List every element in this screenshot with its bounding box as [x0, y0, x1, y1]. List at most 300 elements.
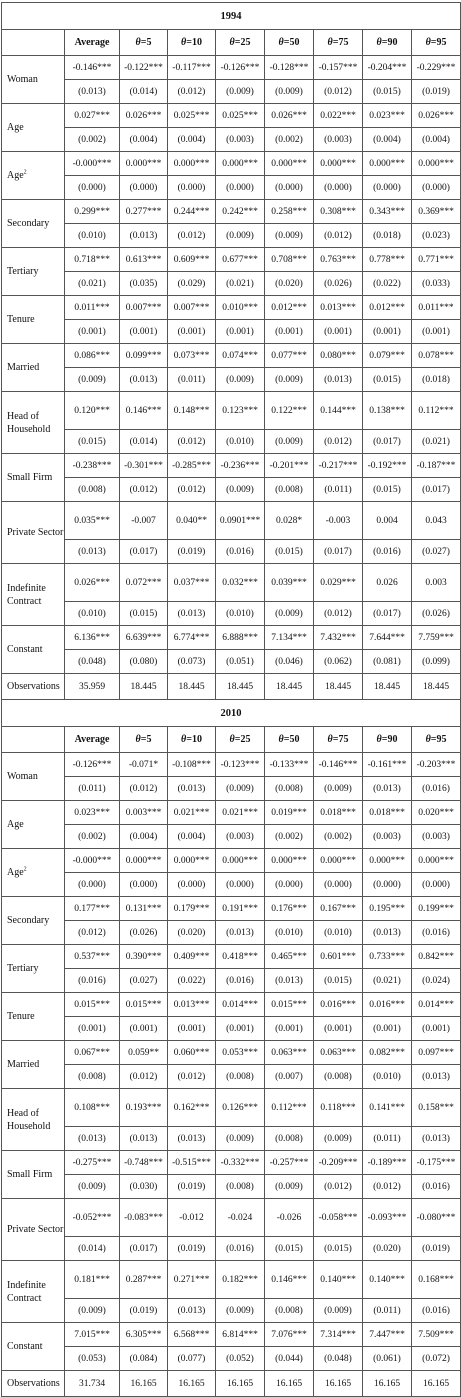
standard-error-cell: (0.016)	[216, 1237, 265, 1261]
standard-error-cell: (0.012)	[168, 80, 216, 104]
coefficient-cell: 7.509***	[412, 1323, 461, 1347]
standard-error-cell: (0.018)	[412, 368, 461, 392]
variable-name: Secondary	[7, 218, 50, 229]
standard-error-cell: (0.029)	[168, 272, 216, 296]
theta-symbol: θ	[376, 734, 382, 745]
coefficient-cell: 0.277***	[120, 200, 168, 224]
variable-name: Small Firm	[7, 1169, 53, 1180]
coefficient-cell: 0.077***	[265, 344, 314, 368]
standard-error-cell: (0.004)	[120, 128, 168, 152]
standard-error-row	[2, 478, 461, 502]
standard-error-cell: (0.015)	[314, 969, 363, 993]
standard-error-cell: (0.000)	[265, 176, 314, 200]
standard-error-cell: (0.019)	[168, 540, 216, 564]
standard-error-row	[2, 1299, 461, 1323]
standard-error-cell: (0.012)	[65, 921, 120, 945]
coefficient-cell: -0.026	[265, 1199, 314, 1237]
theta-symbol: θ	[278, 734, 284, 745]
standard-error-cell: (0.009)	[216, 1127, 265, 1151]
coefficient-cell: 0.177***	[65, 897, 120, 921]
coefficient-cell: 0.148***	[168, 392, 216, 430]
variable-name: Age	[7, 819, 24, 830]
standard-error-cell: (0.000)	[363, 873, 412, 897]
standard-error-cell: (0.021)	[363, 969, 412, 993]
coefficient-cell: -0.128***	[265, 56, 314, 80]
standard-error-row	[2, 128, 461, 152]
coefficient-cell: -0.126***	[216, 56, 265, 80]
standard-error-cell: (0.007)	[265, 1065, 314, 1089]
coefficient-cell: 6.568***	[168, 1323, 216, 1347]
standard-error-cell: (0.012)	[168, 478, 216, 502]
coefficient-cell: 0.112***	[412, 392, 461, 430]
standard-error-cell: (0.009)	[265, 602, 314, 626]
panel-year: 1994	[2, 3, 461, 30]
coefficient-cell: -0.236***	[216, 454, 265, 478]
standard-error-cell: (0.010)	[216, 430, 265, 454]
coefficient-cell: 0.015***	[265, 993, 314, 1017]
standard-error-cell: (0.013)	[168, 1299, 216, 1323]
standard-error-cell: (0.019)	[168, 1237, 216, 1261]
quantile-label: =75	[332, 37, 349, 48]
standard-error-cell: (0.014)	[65, 1237, 120, 1261]
coefficient-cell: 0.158***	[412, 1089, 461, 1127]
coefficient-cell: 0.007***	[168, 296, 216, 320]
quantile-label: =25	[234, 734, 251, 745]
coefficient-cell: -0.189***	[363, 1151, 412, 1175]
coefficient-cell: -0.229***	[412, 56, 461, 80]
coefficient-cell: 0.013***	[314, 296, 363, 320]
coefficient-cell: 0.000***	[120, 152, 168, 176]
standard-error-cell: (0.008)	[216, 1065, 265, 1089]
variable-name: Age	[7, 170, 24, 181]
standard-error-cell: (0.001)	[363, 1017, 412, 1041]
standard-error-cell: (0.073)	[168, 650, 216, 674]
coefficient-cell: 0.308***	[314, 200, 363, 224]
standard-error-cell: (0.015)	[65, 430, 120, 454]
coefficient-cell: 0.039***	[265, 564, 314, 602]
standard-error-cell: (0.000)	[314, 873, 363, 897]
standard-error-cell: (0.013)	[168, 602, 216, 626]
coefficient-cell: 0.418***	[216, 945, 265, 969]
standard-error-cell: (0.003)	[412, 825, 461, 849]
standard-error-cell: (0.009)	[265, 80, 314, 104]
coefficient-cell: 0.771***	[412, 248, 461, 272]
coefficient-cell: 0.537***	[65, 945, 120, 969]
variable-name: Private Sector	[7, 1224, 64, 1235]
coefficient-cell: 0.000***	[363, 152, 412, 176]
standard-error-cell: (0.009)	[265, 1175, 314, 1199]
observations-cell: 16.165	[120, 1371, 168, 1397]
coefficient-row	[2, 392, 461, 430]
coefficient-cell: 0.191***	[216, 897, 265, 921]
coefficient-cell: 0.199***	[412, 897, 461, 921]
coefficient-cell: -0.000***	[65, 849, 120, 873]
standard-error-cell: (0.013)	[120, 224, 168, 248]
coefficient-cell: 7.015***	[65, 1323, 120, 1347]
standard-error-cell: (0.012)	[168, 224, 216, 248]
standard-error-cell: (0.015)	[314, 1237, 363, 1261]
variable-label	[2, 1041, 65, 1089]
standard-error-cell: (0.001)	[314, 1017, 363, 1041]
coefficient-cell: 0.014***	[216, 993, 265, 1017]
variable-label	[2, 1323, 65, 1371]
variable-label	[2, 104, 65, 152]
standard-error-row	[2, 272, 461, 296]
coefficient-cell: 0.138***	[363, 392, 412, 430]
column-header	[314, 727, 363, 753]
panel-year: 2010	[2, 700, 461, 727]
coefficient-cell: 0.763***	[314, 248, 363, 272]
variable-label	[2, 1199, 65, 1261]
coefficient-cell: 0.146***	[265, 1261, 314, 1299]
coefficient-cell: 0.021***	[168, 801, 216, 825]
coefficient-cell: -0.126***	[65, 753, 120, 777]
coefficient-cell: 0.162***	[168, 1089, 216, 1127]
coefficient-cell: 0.140***	[363, 1261, 412, 1299]
standard-error-row	[2, 176, 461, 200]
standard-error-cell: (0.002)	[65, 825, 120, 849]
coefficient-cell: 0.018***	[363, 801, 412, 825]
coefficient-row	[2, 56, 461, 80]
standard-error-cell: (0.009)	[216, 478, 265, 502]
coefficient-cell: 0.027***	[65, 104, 120, 128]
standard-error-cell: (0.017)	[363, 430, 412, 454]
header-blank	[2, 30, 65, 56]
column-header	[265, 30, 314, 56]
standard-error-cell: (0.009)	[314, 1127, 363, 1151]
variable-name: Age	[7, 122, 24, 133]
standard-error-cell: (0.013)	[265, 969, 314, 993]
coefficient-cell: 0.021***	[216, 801, 265, 825]
coefficient-cell: 0.179***	[168, 897, 216, 921]
coefficient-cell: -0.133***	[265, 753, 314, 777]
standard-error-cell: (0.048)	[65, 650, 120, 674]
standard-error-cell: (0.013)	[412, 1065, 461, 1089]
coefficient-cell: -0.209***	[314, 1151, 363, 1175]
coefficient-row	[2, 1199, 461, 1237]
coefficient-cell: 0.026***	[65, 564, 120, 602]
variable-name: Tenure	[7, 1011, 35, 1022]
standard-error-cell: (0.003)	[363, 825, 412, 849]
coefficient-cell: -0.238***	[65, 454, 120, 478]
standard-error-cell: (0.015)	[363, 368, 412, 392]
standard-error-cell: (0.061)	[363, 1347, 412, 1371]
observations-cell: 16.165	[265, 1371, 314, 1397]
coefficient-cell: -0.052***	[65, 1199, 120, 1237]
standard-error-cell: (0.024)	[412, 969, 461, 993]
standard-error-cell: (0.012)	[314, 602, 363, 626]
coefficient-cell: 0.026	[363, 564, 412, 602]
coefficient-cell: 0.011***	[65, 296, 120, 320]
coefficient-row	[2, 626, 461, 650]
coefficient-cell: 0.073***	[168, 344, 216, 368]
coefficient-cell: 0.000***	[216, 849, 265, 873]
coefficient-cell: 0.146***	[120, 392, 168, 430]
observations-cell: 18.445	[314, 674, 363, 700]
variable-label	[2, 200, 65, 248]
observations-cell: 18.445	[363, 674, 412, 700]
coefficient-cell: 0.011***	[412, 296, 461, 320]
standard-error-cell: (0.012)	[120, 478, 168, 502]
standard-error-cell: (0.009)	[65, 1299, 120, 1323]
standard-error-cell: (0.012)	[314, 80, 363, 104]
standard-error-cell: (0.002)	[314, 825, 363, 849]
standard-error-cell: (0.001)	[168, 320, 216, 344]
standard-error-cell: (0.001)	[168, 1017, 216, 1041]
coefficient-cell: 0.123***	[216, 392, 265, 430]
coefficient-cell: 0.032***	[216, 564, 265, 602]
standard-error-cell: (0.023)	[412, 224, 461, 248]
quantile-label: =75	[332, 734, 349, 745]
standard-error-cell: (0.010)	[65, 224, 120, 248]
quantile-label: =5	[140, 734, 152, 745]
standard-error-cell: (0.020)	[168, 921, 216, 945]
standard-error-cell: (0.001)	[216, 320, 265, 344]
standard-error-cell: (0.020)	[363, 1237, 412, 1261]
standard-error-cell: (0.013)	[168, 777, 216, 801]
standard-error-cell: (0.009)	[265, 224, 314, 248]
coefficient-cell: 7.076***	[265, 1323, 314, 1347]
panel-year-row	[2, 3, 461, 30]
variable-name: Age	[7, 867, 24, 878]
standard-error-cell: (0.001)	[120, 1017, 168, 1041]
coefficient-cell: 0.242***	[216, 200, 265, 224]
coefficient-cell: 0.082***	[363, 1041, 412, 1065]
standard-error-cell: (0.008)	[65, 1065, 120, 1089]
coefficient-cell: 0.025***	[168, 104, 216, 128]
standard-error-cell: (0.001)	[412, 320, 461, 344]
observations-row	[2, 674, 461, 700]
coefficient-cell: -0.003	[314, 502, 363, 540]
coefficient-cell: 0.059**	[120, 1041, 168, 1065]
coefficient-cell: 0.000***	[120, 849, 168, 873]
coefficient-cell: 0.097***	[412, 1041, 461, 1065]
standard-error-cell: (0.009)	[265, 430, 314, 454]
standard-error-cell: (0.001)	[265, 1017, 314, 1041]
standard-error-cell: (0.021)	[65, 272, 120, 296]
variable-label	[2, 56, 65, 104]
standard-error-cell: (0.019)	[168, 1175, 216, 1199]
variable-superscript: 2	[23, 169, 27, 176]
standard-error-row	[2, 1347, 461, 1371]
standard-error-row	[2, 1017, 461, 1041]
coefficient-cell: 0.026***	[120, 104, 168, 128]
theta-symbol: θ	[327, 734, 333, 745]
coefficient-row	[2, 564, 461, 602]
coefficient-cell: 0.141***	[363, 1089, 412, 1127]
standard-error-cell: (0.019)	[412, 80, 461, 104]
coefficient-cell: 0.343***	[363, 200, 412, 224]
coefficient-cell: -0.146***	[65, 56, 120, 80]
coefficient-cell: -0.285***	[168, 454, 216, 478]
coefficient-cell: 0.003	[412, 564, 461, 602]
standard-error-cell: (0.000)	[412, 176, 461, 200]
standard-error-cell: (0.009)	[216, 777, 265, 801]
coefficient-cell: 0.181***	[65, 1261, 120, 1299]
standard-error-row	[2, 602, 461, 626]
coefficient-cell: -0.175***	[412, 1151, 461, 1175]
variable-superscript: 2	[23, 866, 27, 873]
coefficient-cell: -0.301***	[120, 454, 168, 478]
variable-name: Head of Household	[7, 410, 51, 435]
coefficient-cell: 0.015***	[65, 993, 120, 1017]
standard-error-cell: (0.048)	[314, 1347, 363, 1371]
coefficient-cell: 6.888***	[216, 626, 265, 650]
standard-error-cell: (0.016)	[412, 777, 461, 801]
standard-error-cell: (0.009)	[216, 368, 265, 392]
coefficient-cell: -0.161***	[363, 753, 412, 777]
standard-error-cell: (0.035)	[120, 272, 168, 296]
coefficient-cell: 0.012***	[363, 296, 412, 320]
coefficient-cell: 0.108***	[65, 1089, 120, 1127]
standard-error-cell: (0.011)	[168, 368, 216, 392]
observations-cell: 18.445	[412, 674, 461, 700]
coefficient-cell: 0.025***	[216, 104, 265, 128]
standard-error-cell: (0.000)	[363, 176, 412, 200]
coefficient-cell: 6.774***	[168, 626, 216, 650]
standard-error-cell: (0.033)	[412, 272, 461, 296]
column-header	[363, 30, 412, 56]
standard-error-cell: (0.001)	[314, 320, 363, 344]
standard-error-cell: (0.021)	[216, 272, 265, 296]
coefficient-cell: -0.007	[120, 502, 168, 540]
standard-error-cell: (0.046)	[265, 650, 314, 674]
variable-label	[2, 801, 65, 849]
coefficient-cell: 0.144***	[314, 392, 363, 430]
standard-error-cell: (0.004)	[363, 128, 412, 152]
coefficient-cell: 0.176***	[265, 897, 314, 921]
standard-error-cell: (0.015)	[120, 602, 168, 626]
coefficient-cell: -0.217***	[314, 454, 363, 478]
standard-error-cell: (0.009)	[216, 1299, 265, 1323]
standard-error-cell: (0.016)	[412, 1175, 461, 1199]
coefficient-cell: 0.287***	[120, 1261, 168, 1299]
coefficient-cell: 7.432***	[314, 626, 363, 650]
coefficient-cell: 0.299***	[65, 200, 120, 224]
standard-error-cell: (0.017)	[314, 540, 363, 564]
quantile-label: =50	[283, 734, 300, 745]
standard-error-cell: (0.016)	[412, 1299, 461, 1323]
theta-symbol: θ	[135, 734, 141, 745]
coefficient-cell: 0.193***	[120, 1089, 168, 1127]
observations-cell: 18.445	[168, 674, 216, 700]
coefficient-row	[2, 502, 461, 540]
standard-error-cell: (0.004)	[168, 825, 216, 849]
standard-error-cell: (0.003)	[314, 128, 363, 152]
variable-name: Constant	[7, 644, 43, 655]
standard-error-cell: (0.001)	[120, 320, 168, 344]
standard-error-cell: (0.021)	[412, 430, 461, 454]
coefficient-cell: 0.028*	[265, 502, 314, 540]
standard-error-cell: (0.022)	[168, 969, 216, 993]
standard-error-cell: (0.084)	[120, 1347, 168, 1371]
coefficient-cell: -0.157***	[314, 56, 363, 80]
coefficient-cell: 0.000***	[216, 152, 265, 176]
standard-error-cell: (0.015)	[363, 478, 412, 502]
standard-error-cell: (0.026)	[314, 272, 363, 296]
coefficient-cell: 7.644***	[363, 626, 412, 650]
quantile-label: =10	[186, 37, 202, 48]
variable-label	[2, 626, 65, 674]
coefficient-cell: 0.842***	[412, 945, 461, 969]
standard-error-cell: (0.044)	[265, 1347, 314, 1371]
variable-name: Constant	[7, 1341, 43, 1352]
regression-table	[1, 2, 461, 1397]
coefficient-cell: -0.187***	[412, 454, 461, 478]
coefficient-cell: -0.122***	[120, 56, 168, 80]
quantile-label: =90	[381, 37, 398, 48]
coefficient-cell: -0.083***	[120, 1199, 168, 1237]
column-header	[120, 727, 168, 753]
standard-error-row	[2, 540, 461, 564]
standard-error-cell: (0.013)	[120, 1127, 168, 1151]
coefficient-cell: -0.201***	[265, 454, 314, 478]
standard-error-cell: (0.009)	[216, 80, 265, 104]
coefficient-cell: 0.013***	[168, 993, 216, 1017]
coefficient-cell: 0.000***	[265, 152, 314, 176]
coefficient-cell: 0.026***	[265, 104, 314, 128]
standard-error-cell: (0.013)	[168, 1127, 216, 1151]
observations-label: Observations	[2, 674, 65, 700]
column-header	[216, 30, 265, 56]
standard-error-cell: (0.016)	[65, 969, 120, 993]
standard-error-cell: (0.009)	[65, 1175, 120, 1199]
standard-error-row	[2, 368, 461, 392]
coefficient-cell: 0.601***	[314, 945, 363, 969]
observations-cell: 18.445	[120, 674, 168, 700]
standard-error-cell: (0.002)	[265, 825, 314, 849]
theta-symbol: θ	[278, 37, 284, 48]
standard-error-row	[2, 224, 461, 248]
coefficient-row	[2, 248, 461, 272]
standard-error-cell: (0.010)	[65, 602, 120, 626]
coefficient-cell: 0.000***	[412, 152, 461, 176]
standard-error-cell: (0.000)	[168, 176, 216, 200]
variable-name: Private Sector	[7, 527, 64, 538]
standard-error-cell: (0.000)	[216, 873, 265, 897]
coefficient-cell: 0.733***	[363, 945, 412, 969]
standard-error-cell: (0.051)	[216, 650, 265, 674]
coefficient-cell: -0.093***	[363, 1199, 412, 1237]
standard-error-cell: (0.015)	[265, 1237, 314, 1261]
coefficient-cell: 0.369***	[412, 200, 461, 224]
coefficient-cell: 0.037***	[168, 564, 216, 602]
standard-error-cell: (0.062)	[314, 650, 363, 674]
column-header: Average	[65, 30, 120, 56]
coefficient-cell: -0.123***	[216, 753, 265, 777]
coefficient-cell: 0.014***	[412, 993, 461, 1017]
standard-error-cell: (0.027)	[120, 969, 168, 993]
coefficient-cell: -0.748***	[120, 1151, 168, 1175]
coefficient-cell: 0.004	[363, 502, 412, 540]
variable-label	[2, 564, 65, 626]
standard-error-cell: (0.016)	[216, 540, 265, 564]
standard-error-cell: (0.001)	[265, 320, 314, 344]
standard-error-cell: (0.000)	[168, 873, 216, 897]
coefficient-cell: 0.708***	[265, 248, 314, 272]
standard-error-cell: (0.011)	[65, 777, 120, 801]
coefficient-cell: 0.023***	[363, 104, 412, 128]
standard-error-cell: (0.000)	[120, 873, 168, 897]
standard-error-row	[2, 430, 461, 454]
theta-symbol: θ	[327, 37, 333, 48]
theta-symbol: θ	[376, 37, 382, 48]
coefficient-row	[2, 152, 461, 176]
standard-error-cell: (0.001)	[363, 320, 412, 344]
coefficient-cell: 0.019***	[265, 801, 314, 825]
standard-error-cell: (0.099)	[412, 650, 461, 674]
observations-cell: 18.445	[265, 674, 314, 700]
